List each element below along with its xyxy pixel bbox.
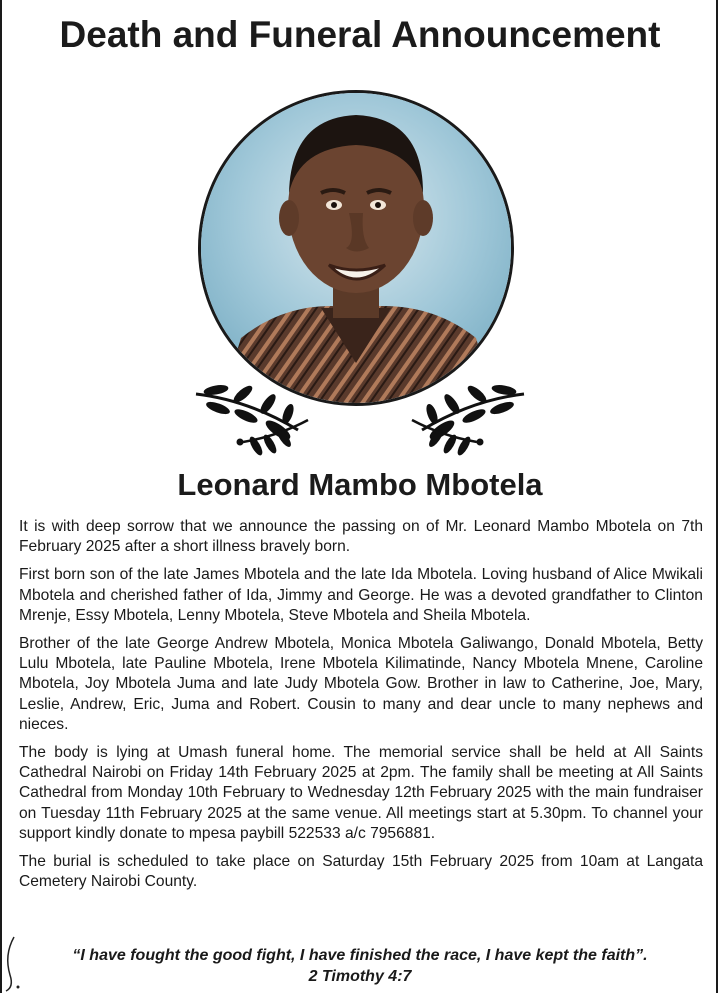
portrait-photo [198,90,514,406]
scripture-quote: “I have fought the good fight, I have finished the race, I have kept the faith”. [72,947,648,964]
laurel-branches-icon [188,380,532,460]
paragraph-family: First born son of the late James Mbotela and the late Ida Mbotela. Loving husband of Alice Mwikali Mbotela and cherished father of Ida, Jimmy and George. He was a devoted grandfather to Clinton Mrenje, Essy Mbotela, Lenny Mbotela, Steve Mbotela and Sheila Mbotela. [19,566,703,624]
portrait-illustration [201,93,511,403]
paragraph-siblings: Brother of the late George Andrew Mbotela, Monica Mbotela Galiwango, Donald Mbotela, Betty Lulu Mbotela, late Pauline Mbotela, Irene Mbotela Kilimatinde, Nancy Mbotela Mnene, Caroline Mbotela, Joy Mbotela Juma and late Judy Mbotela Gow. Brother in law to Catherine, Joe, Mary, Leslie, Andrew, Eric, Juma and Robert. Cousin to many and dear uncle to many nephews and nieces. [19,635,703,733]
paragraph-arrangements: The body is lying at Umash funeral home. The memorial service shall be held at All Saints Cathedral Nairobi on Friday 14th February 2025 at 2pm. The family shall be meeting at All Saints Cathedral from Monday 10th February to Wednesday 12th February 2025 with the main fundraiser on Tuesday 11th February 2025 at the same venue. All meetings start at 5.30pm. To channel your support kindly donate to mpesa paybill 522533 a/c 7956881. [19,744,703,842]
paragraph-burial: The burial is scheduled to take place on Saturday 15th February 2025 from 10am at Langata Cemetery Nairobi County. [19,853,703,891]
announcement-body [19,517,703,900]
paragraph-passing: It is with deep sorrow that we announce the passing on of Mr. Leonard Mambo Mbotela on 7th February 2025 after a short illness bravely born. [19,518,703,556]
scripture-reference: 2 Timothy 4:7 [308,968,412,985]
page-title: Death and Funeral Announcement [59,14,661,55]
deceased-name: Leonard Mambo Mbotela [177,467,543,502]
scribble-mark-icon [2,935,24,993]
